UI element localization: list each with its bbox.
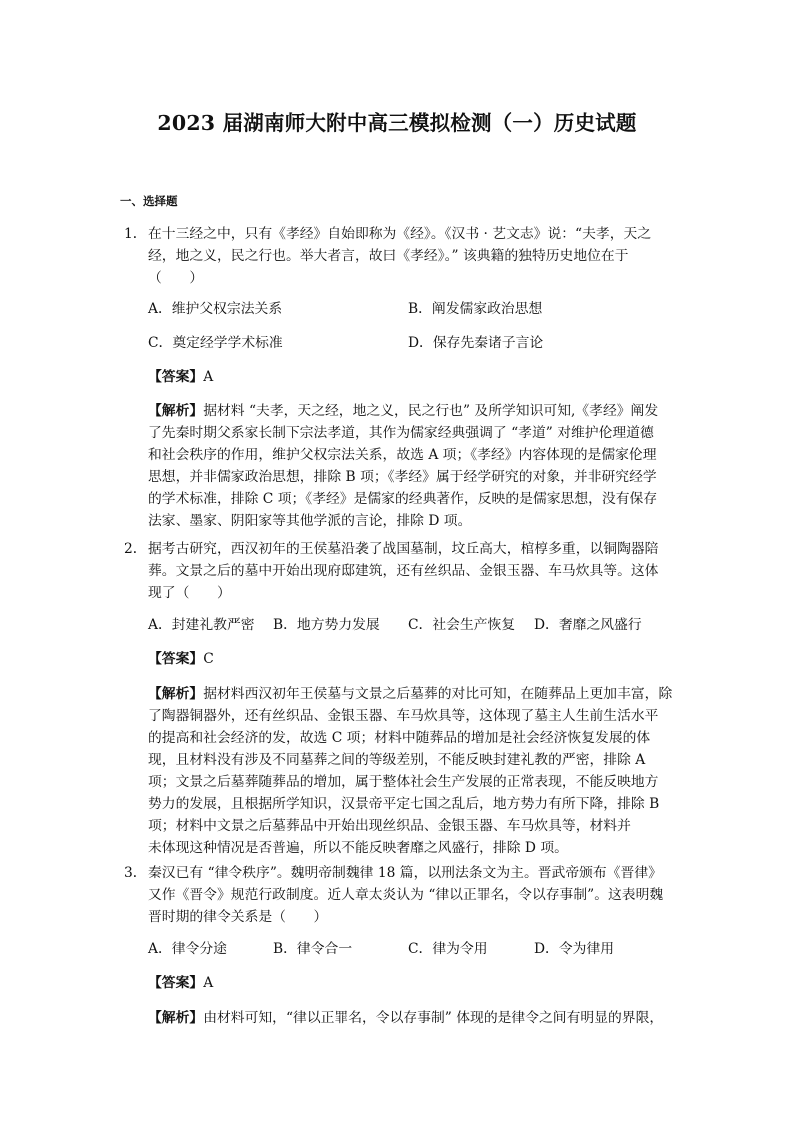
analysis-label: 【解析】 [148, 403, 204, 419]
question-2-stem [148, 538, 668, 604]
question-1-stem [148, 223, 668, 289]
question-3-number: 3． [124, 865, 147, 881]
question-2-stem-line: 据考古研究，西汉初年的王侯墓沿袭了战国墓制，坟丘高大，棺椁多重，以铜陶器陪 [148, 541, 659, 557]
question-3-stem-line: 又作《晋令》规范行政制度。近人章太炎认为 “律以正罪名，令以存事制”。这表明魏 [148, 887, 664, 903]
analysis-line: 现，且材料没有涉及不同墓葬之间的等级差别，不能反映封建礼教的严密，排除 A [148, 752, 646, 768]
analysis-line: 未体现这种情况是否普遍，所以不能反映奢靡之风盛行，排除 D 项。 [148, 840, 568, 856]
analysis-label: 【解析】 [148, 1010, 204, 1026]
question-2-option-a: A．封建礼教严密 [148, 617, 255, 633]
answer-value: C [203, 651, 214, 667]
question-2-number: 2． [124, 541, 147, 557]
question-3-analysis [148, 1007, 668, 1029]
question-2-stem-line: 现了（ ） [148, 585, 231, 601]
analysis-text: 据材料 “夫孝，天之经，地之义，民之行也” 及所学知识可知,《孝经》阐发 [203, 403, 659, 419]
analysis-line: 的提高和社会经济的发，故选 C 项；材料中随葬品的增加是社会经济恢复发展的体 [148, 730, 651, 746]
answer-label: 【答案】 [148, 369, 204, 385]
analysis-line [148, 1007, 668, 1029]
question-2-option-b: B．地方势力发展 [273, 617, 380, 633]
question-1-stem-line: 在十三经之中，只有《孝经》自始即称为《经》。《汉书 · 艺文志》说：“夫孝，天之 [148, 226, 652, 242]
analysis-line: 了先秦时期父系家长制下宗法孝道，其作为儒家经典强调了 “孝道” 对维护伦理道德 [148, 425, 654, 441]
answer-value: A [203, 369, 214, 385]
question-1-stem-line: （ ） [148, 270, 204, 286]
answer-label: 【答案】 [148, 975, 204, 991]
question-1-option-d: D．保存先秦诸子言论 [408, 335, 544, 351]
analysis-line: 思想，并非儒家政治思想，排除 B 项；《孝经》属于经学研究的对象，并非研究经学 [148, 469, 657, 485]
analysis-text: 由材料可知，“律以正罪名，令以存事制” 体现的是律令之间有明显的界限， [203, 1010, 664, 1026]
question-1-answer [148, 366, 213, 388]
analysis-label: 【解析】 [148, 686, 204, 702]
question-2-analysis [148, 683, 673, 859]
question-3-option-d: D．令为律用 [534, 941, 615, 957]
question-3-stem [148, 862, 668, 928]
question-1-option-b: B．阐发儒家政治思想 [408, 301, 543, 317]
question-1-analysis [148, 400, 668, 532]
question-3-option-a: A．律令分途 [148, 941, 227, 957]
question-3-option-c: C．律为令用 [408, 941, 488, 957]
question-3-stem-line: 秦汉已有 “律令秩序”。魏明帝制魏律 18 篇，以刑法条文为主。晋武帝颁布《晋律》 [148, 865, 662, 881]
analysis-line [148, 400, 668, 422]
analysis-line: 了陶器铜器外，还有丝织品、金银玉器、车马炊具等，这体现了墓主人生前生活水平 [148, 708, 659, 724]
question-1-stem-line: 经，地之义，民之行也。举大者言，故曰《孝经》。” 该典籍的独特历史地位在于 [148, 248, 629, 264]
analysis-text: 据材料西汉初年王侯墓与文景之后墓葬的对比可知，在随葬品上更加丰富，除 [203, 686, 673, 702]
analysis-line [148, 683, 673, 705]
analysis-line: 法家、墨家、阴阳家等其他学派的言论，排除 D 项。 [148, 513, 472, 529]
analysis-line: 和社会秩序的作用，维护父权宗法关系，故选 A 项；《孝经》内容体现的是儒家伦理 [148, 447, 657, 463]
question-2-stem-line: 葬。文景之后的墓中开始出现府邸建筑，还有丝织品、金银玉器、车马炊具等。这体 [148, 563, 659, 579]
answer-label: 【答案】 [148, 651, 204, 667]
question-2-option-d: D．奢靡之风盛行 [534, 617, 642, 633]
analysis-line: 项；文景之后墓葬随葬品的增加，属于整体社会生产发展的正常表现，不能反映地方 [148, 774, 659, 790]
question-3-answer [148, 972, 213, 994]
analysis-line: 的学术标准，排除 C 项；《孝经》是儒家的经典著作，反映的是儒家思想，没有保存 [148, 491, 658, 507]
page-title: 2023 届湖南师大附中高三模拟检测（一）历史试题 [157, 111, 637, 135]
answer-value: A [203, 975, 214, 991]
question-2-option-c: C．社会生产恢复 [408, 617, 516, 633]
question-1-option-a: A．维护父权宗法关系 [148, 301, 283, 317]
analysis-line: 势力的发展，且根据所学知识，汉景帝平定七国之乱后，地方势力有所下降，排除 B [148, 796, 660, 812]
question-3-option-b: B．律令合一 [273, 941, 353, 957]
question-2-answer [148, 648, 214, 670]
question-1-option-c: C．奠定经学学术标准 [148, 335, 283, 351]
analysis-line: 项；材料中文景之后墓葬品中开始出现丝织品、金银玉器、车马炊具等，材料并 [148, 818, 631, 834]
section-heading: 一、选择题 [120, 194, 178, 208]
question-3-stem-line: 晋时期的律令关系是（ ） [148, 909, 328, 925]
question-1-number: 1． [124, 226, 147, 242]
